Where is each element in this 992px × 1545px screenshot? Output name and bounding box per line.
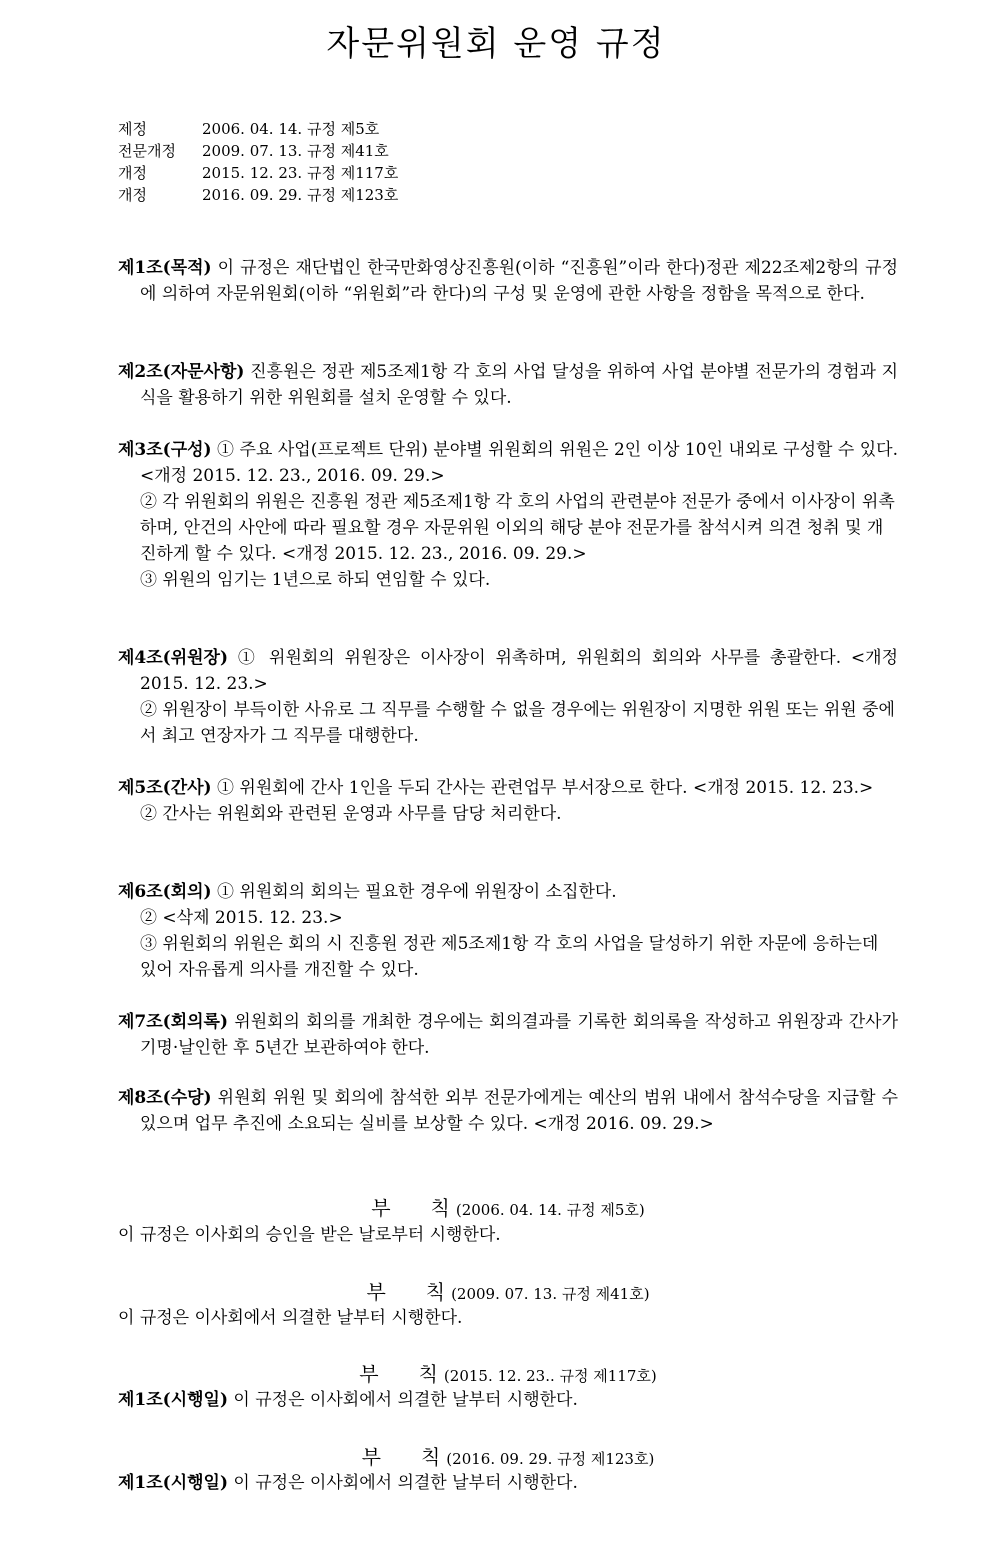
history-row	[118, 118, 398, 140]
supplement-date: (2006. 04. 14. 규정 제5호)	[455, 1201, 645, 1219]
article-paragraph	[118, 775, 898, 801]
article-subclause: ② 간사는 위원회와 관련된 운영과 사무를 담당 처리한다.	[140, 804, 562, 824]
article-paragraph	[118, 1009, 898, 1061]
supplement-body	[118, 1222, 898, 1248]
article-heading: 제5조(간사)	[118, 778, 212, 798]
supplement-date: (2016. 09. 29. 규정 제123호)	[446, 1450, 655, 1468]
history-row	[118, 162, 398, 184]
article-heading: 제4조(위원장)	[118, 648, 229, 668]
article-1	[118, 255, 898, 307]
article-subclause: ② 각 위원회의 위원은 진흥원 정관 제5조제1항 각 호의 사업의 관련분야 전문가 중에서 이사장이 위촉하며, 안건의 사안에 따라 필요할 경우 자문위원 이외의 해당 분야 전문가를 참석시켜 의견 청취 및 개진하게 할 수 있다. <개정 2015. 12. 23., 2016. 09. 29.>	[140, 492, 895, 564]
article-text: ① 위원회에 간사 1인을 두되 간사는 관련업무 부서장으로 한다. <개정 2015. 12. 23.>	[211, 778, 874, 798]
supplement-heading	[118, 1441, 898, 1470]
history-label: 제정	[118, 120, 147, 138]
supplement-text: 이 규정은 이사회에서 의결한 날부터 시행한다.	[228, 1390, 578, 1410]
history-label: 개정	[118, 186, 147, 204]
article-2	[118, 359, 898, 411]
revision-history	[118, 118, 398, 206]
article-heading: 제7조(회의록)	[118, 1012, 229, 1032]
article-subclause: ③ 위원회의 위원은 회의 시 진흥원 정관 제5조제1항 각 호의 사업을 달성하기 위한 자문에 응하는데 있어 자유롭게 의사를 개진할 수 있다.	[140, 934, 879, 980]
article-subclause: ③ 위원의 임기는 1년으로 하되 연임할 수 있다.	[140, 570, 491, 590]
history-value: 2016. 09. 29. 규정 제123호	[202, 186, 399, 204]
history-row	[118, 184, 398, 206]
article-4	[118, 645, 898, 749]
supplement-heading	[118, 1276, 898, 1305]
history-label: 전문개정	[118, 142, 176, 160]
supplement-date: (2009. 07. 13. 규정 제41호)	[451, 1285, 650, 1303]
supplement-heading	[118, 1192, 898, 1221]
article-paragraph	[118, 437, 898, 489]
supplement-text: 이 규정은 이사회에서 의결한 날부터 시행한다.	[118, 1308, 463, 1328]
history-row	[118, 140, 398, 162]
article-text: ① 위원회의 회의는 필요한 경우에 위원장이 소집한다.	[211, 882, 617, 902]
article-subclause: ② <삭제 2015. 12. 23.>	[140, 908, 343, 928]
supplement-text: 이 규정은 이사회의 승인을 받은 날로부터 시행한다.	[118, 1225, 501, 1245]
article-text: ① 위원회의 위원장은 이사장이 위촉하며, 위원회의 회의와 사무를 총괄한다. <개정 2015. 12. 23.>	[140, 648, 898, 694]
history-value: 2006. 04. 14. 규정 제5호	[202, 120, 380, 138]
article-paragraph	[118, 645, 898, 697]
article-paragraph	[118, 879, 898, 905]
article-heading: 제6조(회의)	[118, 882, 212, 902]
article-heading: 제1조(목적)	[118, 258, 212, 278]
article-7	[118, 1009, 898, 1061]
article-6	[118, 879, 898, 983]
article-text: 진흥원은 정관 제5조제1항 각 호의 사업 달성을 위하여 사업 분야별 전문가의 경험과 지식을 활용하기 위한 위원회를 설치 운영할 수 있다.	[140, 362, 898, 408]
article-heading: 제8조(수당)	[118, 1088, 212, 1108]
supplement-title: 부 칙	[371, 1196, 450, 1220]
supplement-article-heading: 제1조(시행일)	[118, 1473, 229, 1493]
supplement-title: 부 칙	[361, 1445, 441, 1469]
article-5	[118, 775, 898, 827]
history-value: 2015. 12. 23. 규정 제117호	[202, 164, 399, 182]
article-paragraph	[118, 1085, 898, 1137]
article-paragraph	[118, 359, 898, 411]
supplement-date: (2015. 12. 23.. 규정 제117호)	[443, 1367, 657, 1385]
supplement-body	[118, 1305, 898, 1331]
supplement-article-heading: 제1조(시행일)	[118, 1390, 229, 1410]
article-heading: 제3조(구성)	[118, 440, 212, 460]
document-title: 자문위원회 운영 규정	[326, 24, 666, 64]
supplement-text: 이 규정은 이사회에서 의결한 날부터 시행한다.	[228, 1473, 578, 1493]
article-heading: 제2조(자문사항)	[118, 362, 245, 382]
article-text: 이 규정은 재단법인 한국만화영상진흥원(이하 “진흥원”이라 한다)정관 제22조제2항의 규정에 의하여 자문위원회(이하 “위원회”라 한다)의 구성 및 운영에 관한 사항을 정함을 목적으로 한다.	[140, 258, 898, 304]
article-text: 위원회의 회의를 개최한 경우에는 회의결과를 기록한 회의록을 작성하고 위원장과 간사가 기명·날인한 후 5년간 보관하여야 한다.	[140, 1012, 898, 1058]
article-text: ① 주요 사업(프로젝트 단위) 분야별 위원회의 위원은 2인 이상 10인 내외로 구성할 수 있다. <개정 2015. 12. 23., 2016. 09. 29.>	[140, 440, 898, 486]
article-text: 위원회 위원 및 회의에 참석한 외부 전문가에게는 예산의 범위 내에서 참석수당을 지급할 수 있으며 업무 추진에 소요되는 실비를 보상할 수 있다. <개정 2016. 09. 29.>	[140, 1088, 898, 1134]
history-value: 2009. 07. 13. 규정 제41호	[202, 142, 389, 160]
supplement-body	[118, 1387, 898, 1413]
supplement-heading	[118, 1358, 898, 1387]
supplement-body	[118, 1470, 898, 1496]
article-8	[118, 1085, 898, 1137]
supplement-title: 부 칙	[366, 1280, 446, 1304]
article-3	[118, 437, 898, 593]
supplement-title: 부 칙	[359, 1362, 438, 1386]
article-paragraph	[118, 255, 898, 307]
history-label: 개정	[118, 164, 147, 182]
article-subclause: ② 위원장이 부득이한 사유로 그 직무를 수행할 수 없을 경우에는 위원장이 지명한 위원 또는 위원 중에서 최고 연장자가 그 직무를 대행한다.	[140, 700, 895, 746]
